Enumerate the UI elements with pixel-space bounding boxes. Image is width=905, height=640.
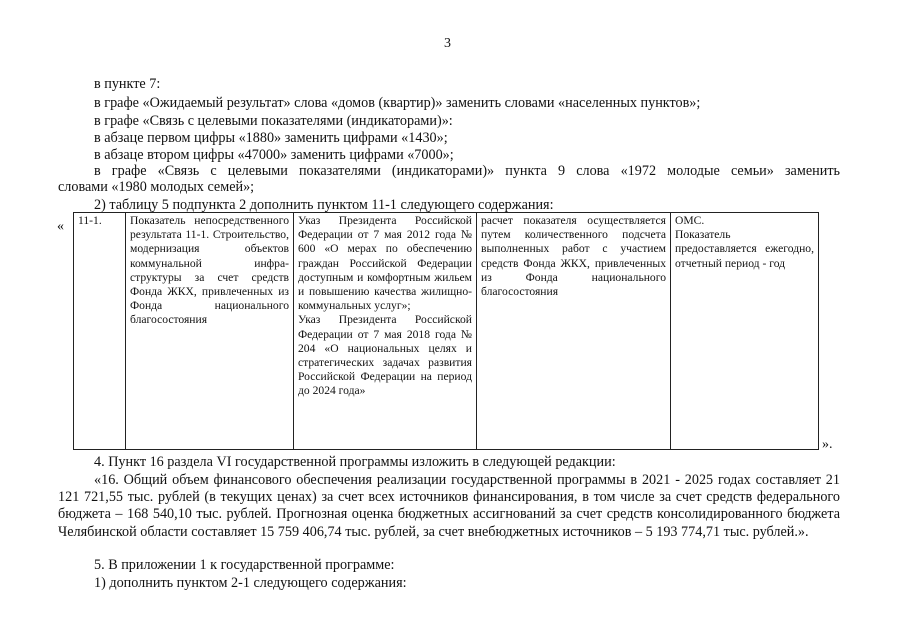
paragraph: 1) дополнить пунктом 2-1 следующего содержания: bbox=[94, 575, 407, 591]
cell-number: 11-1. bbox=[74, 213, 126, 450]
paragraph: 4. Пункт 16 раздела VI государственной программы изложить в следующей редакции: bbox=[94, 454, 616, 470]
paragraph: в абзаце втором цифры «47000» заменить цифрами «7000»; bbox=[94, 147, 454, 163]
cell-decrees bbox=[294, 213, 477, 450]
paragraph: в пункте 7: bbox=[94, 76, 161, 92]
source-period: Показатель предоставляется ежегодно, отчетный период - год bbox=[675, 228, 814, 270]
page-number: 3 bbox=[444, 36, 451, 51]
paragraph: словами «1980 молодых семей»; bbox=[58, 179, 255, 195]
paragraph: в графе «Ожидаемый результат» слова «домов (квартир)» заменить словами «населенных пунктов»; bbox=[94, 95, 701, 111]
paragraph-financing: «16. Общий объем финансового обеспечения реализации государственной программы в 2021 - 2025 годах составляет 21 121 721,55 тыс. рублей (в текущих ценах) за счет всех источников финансирования, в том числе за счет средств федерального бюджета – 168 540,10 тыс. рублей. Прогнозная оценка бюджетных ассигнований за счет средств консолидированного бюджета Челябинской области составляет 15 759 406,74 тыс. рублей, за счет внебюджетных источников – 5 193 774,71 тыс. рублей.». bbox=[58, 472, 840, 540]
table-row bbox=[74, 213, 819, 450]
paragraph: в графе «Связь с целевыми показателями (индикаторами)» пункта 9 слова «1972 молодые семьи» заменить bbox=[94, 163, 840, 179]
decree-2018: Указ Президента Российской Федерации от 7 мая 2018 года № 204 «О национальных целях и стратегических задачах развития Российской Федерации на период до 2024 года» bbox=[298, 313, 472, 398]
paragraph: в абзаце первом цифры «1880» заменить цифрами «1430»; bbox=[94, 130, 448, 146]
inserted-table bbox=[73, 212, 819, 450]
cell-calculation: расчет показателя осуществляется путем количественного подсчета выполненных работ с участием средств Фонда ЖКХ, привлеченных из Фонда национального благосостояния bbox=[477, 213, 671, 450]
paragraph: 2) таблицу 5 подпункта 2 дополнить пунктом 11-1 следующего содержания: bbox=[94, 197, 554, 213]
paragraph: в графе «Связь с целевыми показателями (индикаторами)»: bbox=[94, 113, 453, 129]
source-oms: ОМС. bbox=[675, 214, 705, 227]
cell-indicator: Показатель непосредственного результата 11-1. Строительство, модернизация объектов коммунальной инфра-структуры за счет средств Фонда ЖКХ, привлеченных из Фонда национального благосостояния bbox=[126, 213, 294, 450]
cell-source bbox=[671, 213, 819, 450]
decree-2012: Указ Президента Российской Федерации от 7 мая 2012 года № 600 «О мерах по обеспечению граждан Российской Федерации доступным и комфортным жильем и повышению качества жилищно-коммунальных услуг»; bbox=[298, 214, 472, 313]
quote-close: ». bbox=[822, 437, 833, 452]
quote-open: « bbox=[57, 219, 64, 234]
paragraph: 5. В приложении 1 к государственной программе: bbox=[94, 557, 395, 573]
